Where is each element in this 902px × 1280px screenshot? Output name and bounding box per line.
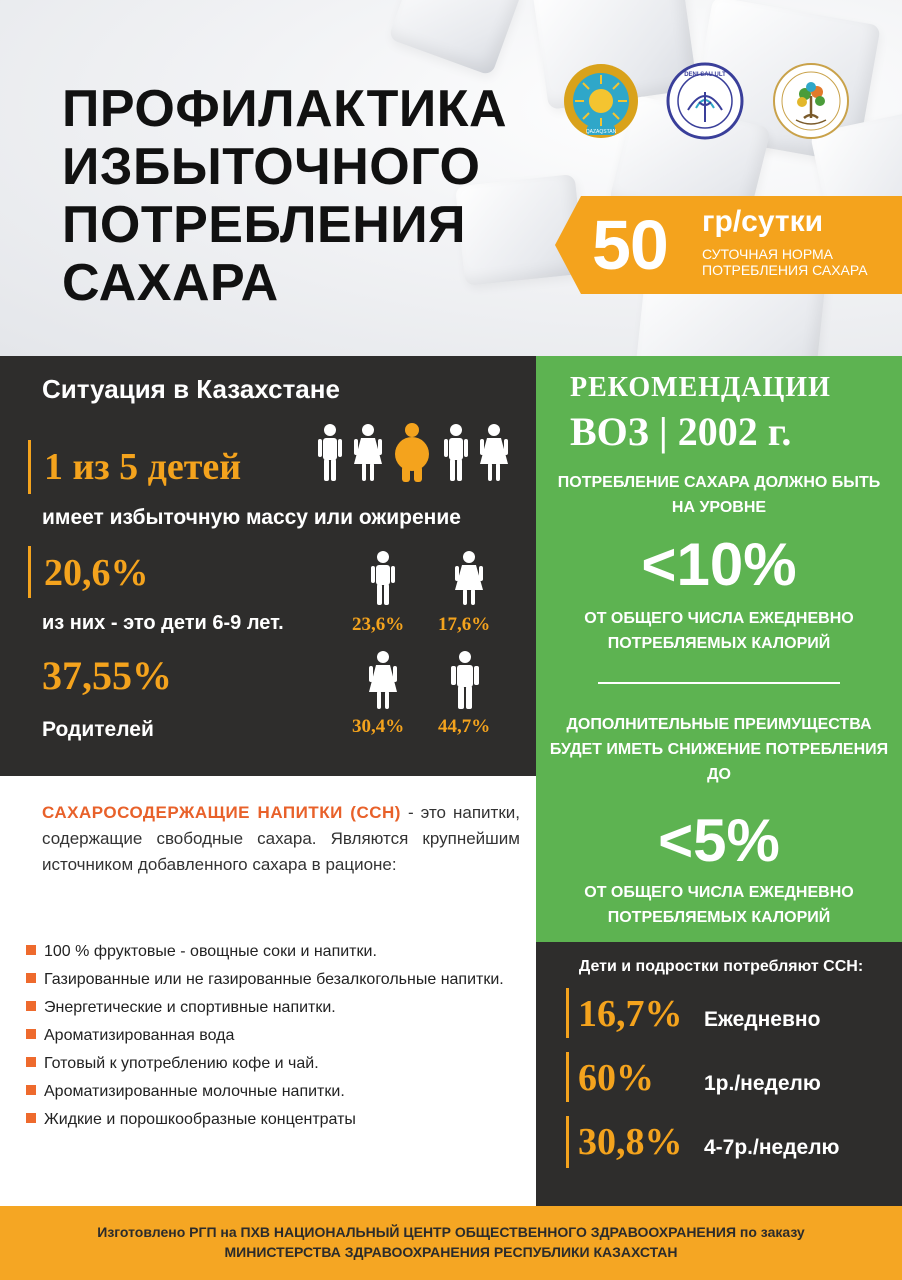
bullet-square-icon <box>26 1029 36 1039</box>
recommendation-text-4: ОТ ОБЩЕГО ЧИСЛА ЕЖЕДНЕВНО ПОТРЕБЛЯЕМЫХ КАЛОРИЙ <box>584 884 854 926</box>
bullet-square-icon <box>26 1113 36 1123</box>
stat-parents-text: Родителей <box>42 718 154 741</box>
title-line: ПОТРЕБЛЕНИЯ <box>62 196 467 254</box>
list-item: 100 % фруктовые - овощные соки и напитки. <box>26 940 526 963</box>
norm-description: СУТОЧНАЯ НОРМА ПОТРЕБЛЕНИЯ САХАРА <box>702 246 868 278</box>
accent-bar <box>28 440 31 494</box>
recommendation-limit-10: <10% <box>641 531 797 598</box>
norm-value: 50 <box>592 206 668 284</box>
footer-credits <box>20 1222 882 1262</box>
bullet-square-icon <box>26 1085 36 1095</box>
page-title <box>62 80 542 312</box>
woman-icon <box>366 650 400 710</box>
recommendation-text-3: ДОПОЛНИТЕЛЬНЫЕ ПРЕИМУЩЕСТВА БУДЕТ ИМЕТЬ СНИЖЕНИЕ ПОТРЕБЛЕНИЯ ДО <box>549 716 889 783</box>
divider <box>598 682 840 684</box>
svg-text:QAZAQSTAN: QAZAQSTAN <box>585 129 617 135</box>
stat-parents-percent: 37,55% <box>42 653 172 698</box>
boys-percent: 23,6% <box>352 614 405 635</box>
girl-icon <box>452 550 486 606</box>
accent-bar <box>566 988 569 1038</box>
stat-children-ratio: 1 из 5 детей <box>44 446 242 488</box>
footer-line-1: Изготовлено РГП на ПХВ НАЦИОНАЛЬНЫЙ ЦЕНТР ОБЩЕСТВЕННОГО ЗДРАВООХРАНЕНИЯ по заказу <box>97 1224 805 1240</box>
cch-definition <box>42 800 520 878</box>
teens-value-4-7: 30,8% <box>578 1121 683 1163</box>
boy-icon <box>366 550 400 606</box>
recommendations-subtitle: ВОЗ | 2002 г. <box>570 409 792 454</box>
teens-label-4-7: 4-7р./неделю <box>704 1136 840 1159</box>
list-item: Готовый к употреблению кофе и чай. <box>26 1052 526 1075</box>
recommendations-title: РЕКОМЕНДАЦИИ <box>570 372 831 403</box>
situation-title: Ситуация в Казахстане <box>42 374 340 404</box>
drinks-list <box>26 940 526 1136</box>
women-percent: 30,4% <box>352 716 405 737</box>
teens-label-weekly: 1р./неделю <box>704 1072 821 1095</box>
teens-value-weekly: 60% <box>578 1057 654 1099</box>
stat-children-text: имеет избыточную массу или ожирение <box>42 506 461 529</box>
list-item: Ароматизированные молочные напитки. <box>26 1080 526 1103</box>
teens-title: Дети и подростки потребляют ССН: <box>578 958 864 975</box>
bullet-square-icon <box>26 945 36 955</box>
man-icon <box>448 650 482 710</box>
accent-bar <box>566 1116 569 1168</box>
bullet-square-icon <box>26 1057 36 1067</box>
svg-text:DENI SAU ULT: DENI SAU ULT <box>684 72 726 78</box>
list-item: Ароматизированная вода <box>26 1024 526 1047</box>
title-line: ПРОФИЛАКТИКА <box>62 80 508 138</box>
children-figures-icon <box>316 422 512 484</box>
stat-age-percent: 20,6% <box>44 552 149 594</box>
girls-percent: 17,6% <box>438 614 491 635</box>
stat-age-text: из них - это дети 6-9 лет. <box>42 612 284 634</box>
list-item: Жидкие и порошкообразные концентраты <box>26 1108 526 1131</box>
health-center-logo-icon <box>772 62 850 140</box>
deni-sau-ult-logo-icon <box>666 62 744 140</box>
teens-value-daily: 16,7% <box>578 993 683 1035</box>
accent-bar <box>28 546 31 598</box>
footer-line-2: МИНИСТЕРСТВА ЗДРАВООХРАНЕНИЯ РЕСПУБЛИКИ КАЗАХСТАН <box>224 1244 678 1260</box>
sugar-cube-image <box>388 0 522 76</box>
kazakhstan-emblem-icon <box>562 62 640 140</box>
norm-unit: гр/сутки <box>702 205 824 238</box>
recommendation-limit-5: <5% <box>658 807 780 874</box>
recommendation-text-2: ОТ ОБЩЕГО ЧИСЛА ЕЖЕДНЕВНО ПОТРЕБЛЯЕМЫХ КАЛОРИЙ <box>584 610 854 652</box>
cch-definition-text: - это напитки, содержащие свободные сахара. Являются крупнейшим источником добавленного сахара в рационе: <box>42 803 520 874</box>
accent-bar <box>566 1052 569 1102</box>
teens-label-daily: Ежедневно <box>704 1008 821 1031</box>
men-percent: 44,7% <box>438 716 491 737</box>
cch-term: САХАРОСОДЕРЖАЩИЕ НАПИТКИ (ССН) <box>42 803 401 822</box>
title-line: САХАРА <box>62 254 279 312</box>
title-line: ИЗБЫТОЧНОГО <box>62 138 481 196</box>
recommendation-text-1: ПОТРЕБЛЕНИЕ САХАРА ДОЛЖНО БЫТЬ НА УРОВНЕ <box>557 474 881 516</box>
bullet-square-icon <box>26 1001 36 1011</box>
list-item: Энергетические и спортивные напитки. <box>26 996 526 1019</box>
bullet-square-icon <box>26 973 36 983</box>
list-item: Газированные или не газированные безалкогольные напитки. <box>26 968 526 991</box>
